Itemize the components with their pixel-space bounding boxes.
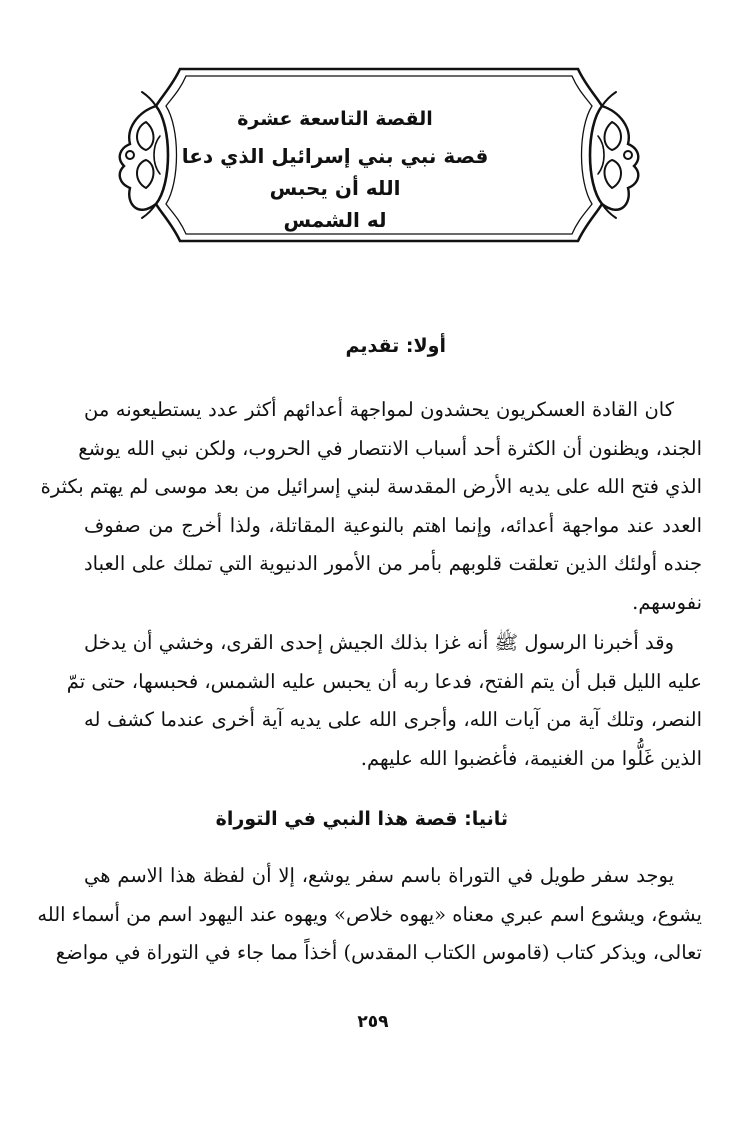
paragraph-line: عليه الليل قبل أن يتم الفتح، فدعا ربه أن يحبس عليه الشمس، فحبسها، حتى تمّ: [66, 669, 702, 693]
paragraph-line: يوجد سفر طويل في التوراة باسم سفر يوشع، إلا أن لفظة هذا الاسم هي: [84, 864, 674, 887]
paragraph-line: الذي فتح الله على يديه الأرض المقدسة لبني إسرائيل من بعد موسى لم يهتم بكثرة: [40, 475, 702, 499]
story-title-line-2: له الشمس: [283, 208, 387, 232]
paragraph-line: العدد عند مواجهة أعدائه، وإنما اهتم بالنوعية المقاتلة، ولذا أخرج من صفوف: [84, 513, 702, 537]
paragraph-intro: [40, 391, 702, 623]
title-block: [175, 104, 495, 236]
page-number: ٢٥٩: [357, 1012, 389, 1032]
paragraph-line: الذين غَلُّوا من الغنيمة، فأغضبوا الله عليهم.: [360, 746, 702, 770]
section-heading-intro: أولا: تقديم: [345, 335, 446, 357]
paragraph-line: نفوسهم.: [632, 590, 702, 614]
section-heading-torah: ثانيا: قصة هذا النبي في التوراة: [215, 808, 508, 830]
paragraph-torah: [37, 857, 702, 973]
paragraph-line: كان القادة العسكريون يحشدون لمواجهة أعدائهم أكثر عدد يستطيعونه من: [84, 398, 674, 421]
paragraph-line: وقد أخبرنا الرسول ﷺ أنه غزا بذلك الجيش إحدى القرى، وخشي أن يدخل: [84, 631, 674, 654]
paragraph-battle: [66, 624, 702, 778]
paragraph-line: الجند، ويظنون أن الكثرة أحد أسباب الانتصار في الحروب، ولكن نبي الله يوشع: [78, 436, 702, 460]
paragraph-line: النصر، وتلك آية من آيات الله، وأجرى الله على يديه آية أخرى عندما كشف له: [84, 708, 702, 732]
paragraph-line: يشوع، ويشوع اسم عبري معناه «يهوه خلاص» ويهوه عند اليهود اسم من أسماء الله: [37, 902, 702, 926]
story-number: القصة التاسعة عشرة: [237, 108, 433, 130]
story-title: [175, 140, 495, 236]
paragraph-line: تعالى، ويذكر كتاب (قاموس الكتاب المقدس) أخذاً مما جاء في التوراة في مواضع: [55, 941, 702, 965]
paragraph-line: جنده أولئك الذين تعلقت قلوبهم بأمر من الأمور الدنيوية التي تملك على العباد: [84, 552, 702, 576]
story-title-line-1: قصة نبي بني إسرائيل الذي دعا الله أن يحبس: [181, 144, 489, 200]
